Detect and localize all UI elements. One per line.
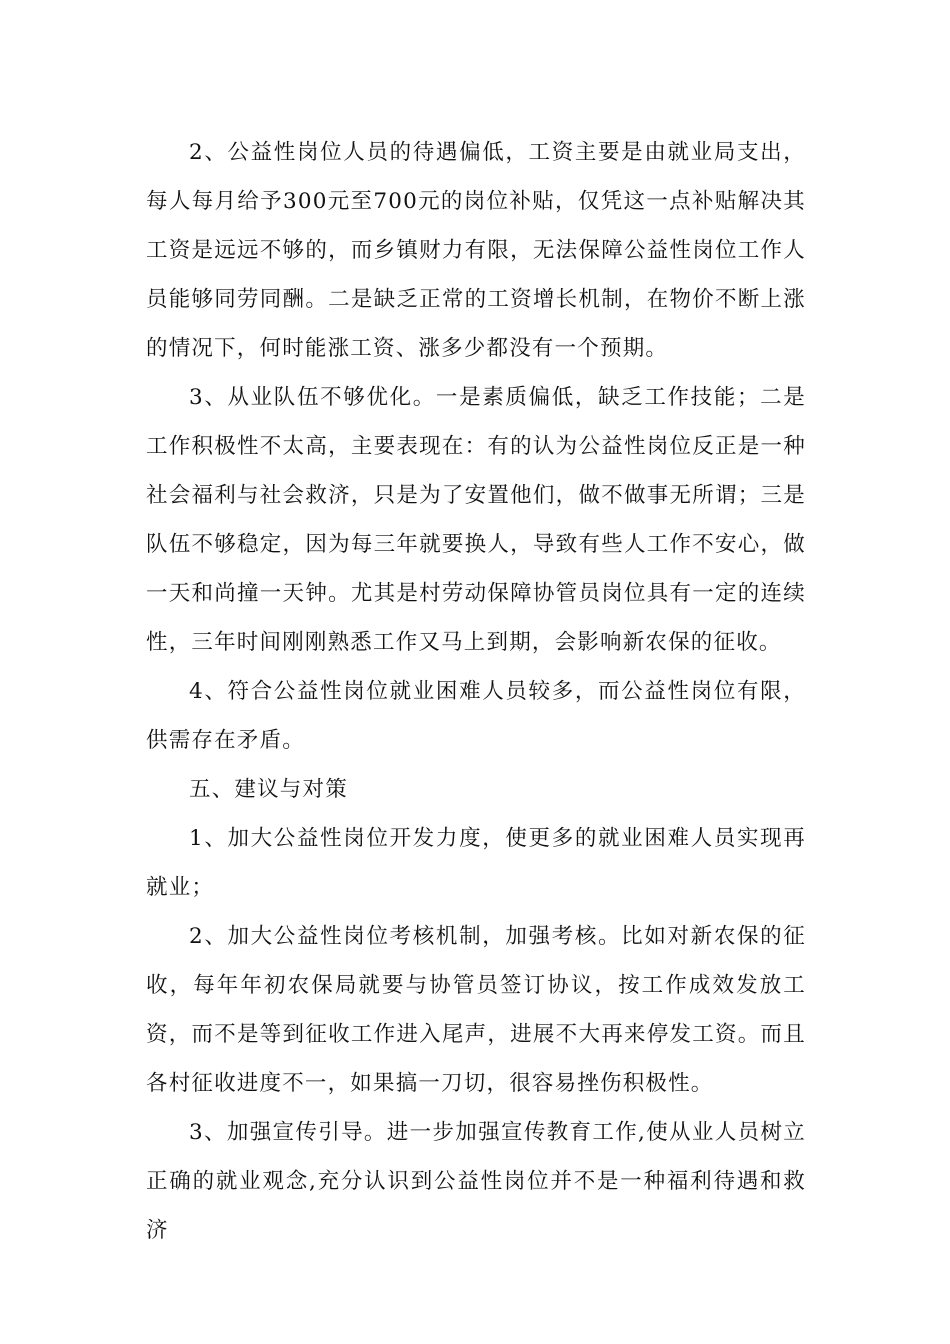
paragraph-workforce-not-optimized: 3、从业队伍不够优化。一是素质偏低，缺乏工作技能；二是工作积极性不太高，主要表现在：有的认为公益性岗位反正是一种社会福利与社会救济，只是为了安置他们，做不做事无所谓；三是队伍不够稳定，因为每三年就要换人，导致有些人工作不安心，做一天和尚撞一天钟。尤其是村劳动保障协管员岗位具有一定的连续性，三年时间刚刚熟悉工作又马上到期，会影响新农保的征收。 [146,385,806,655]
suggestion-item-1: 1、加大公益性岗位开发力度，使更多的就业困难人员实现再就业； [146,826,806,900]
suggestion-item-3: 3、加强宣传引导。进一步加强宣传教育工作,使从业人员树立正确的就业观念,充分认识到公益性岗位并不是一种福利待遇和救济 [146,1120,806,1243]
paragraph-treatment-low: 2、公益性岗位人员的待遇偏低，工资主要是由就业局支出，每人每月给予300元至700元的岗位补贴，仅凭这一点补贴解决其工资是远远不够的，而乡镇财力有限，无法保障公益性岗位工作人员能够同劳同酬。二是缺乏正常的工资增长机制，在物价不断上涨的情况下，何时能涨工资、涨多少都没有一个预期。 [146,140,806,361]
suggestion-item-2: 2、加大公益性岗位考核机制，加强考核。比如对新农保的征收，每年年初农保局就要与协管员签订协议，按工作成效发放工资，而不是等到征收工作进入尾声，进展不大再来停发工资。而且各村征收进度不一，如果搞一刀切，很容易挫伤积极性。 [146,924,806,1096]
section-heading-suggestions: 五、建议与对策 [189,777,348,802]
document-body [146,128,806,1255]
paragraph-supply-demand: 4、符合公益性岗位就业困难人员较多，而公益性岗位有限，供需存在矛盾。 [146,679,806,753]
